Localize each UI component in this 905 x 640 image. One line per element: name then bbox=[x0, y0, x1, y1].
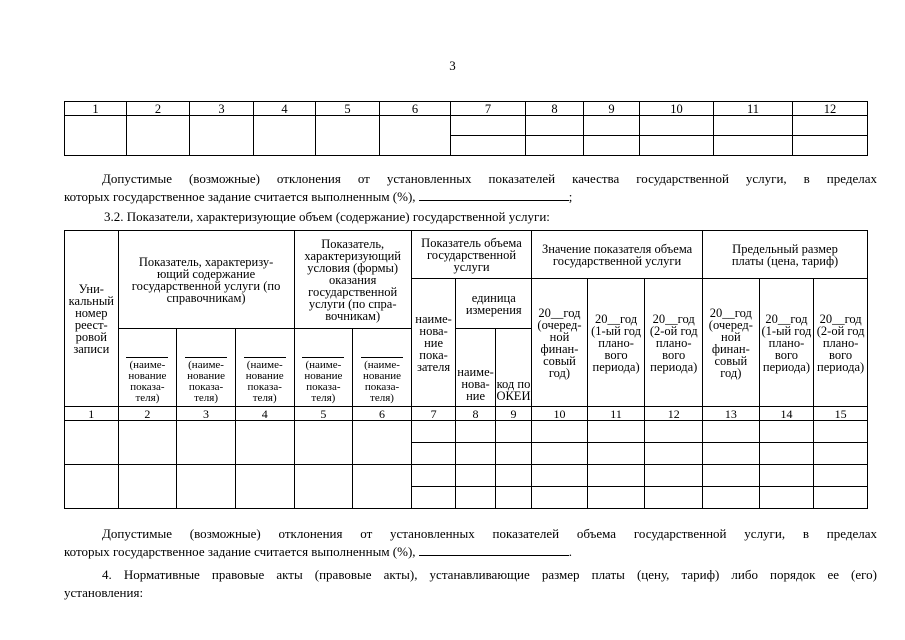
indicator-name-label: (наиме-нование показа-теля) bbox=[304, 359, 343, 404]
paragraph-text: Допустимые (возможные) отклонения от установленных показателей качества государственной услуги, в пределах bbox=[102, 171, 877, 186]
column-number: 6 bbox=[353, 407, 412, 421]
year-label: 20__год bbox=[765, 311, 808, 326]
indicator-name-label: (наиме-нование показа-теля) bbox=[187, 359, 226, 404]
column-number: 8 bbox=[456, 407, 495, 421]
percent-blank bbox=[419, 188, 569, 201]
table-header-cell: 9 bbox=[584, 102, 640, 116]
content-indicator-header: Показатель, характеризу-ющий содержание государственной услуги (по справочникам) bbox=[118, 231, 294, 329]
paragraph-text: которых государственное задание считается выполненным (%), bbox=[64, 189, 416, 204]
table-header-cell: 11 bbox=[714, 102, 793, 116]
year-caption: (1-ый год плано-вого периода) bbox=[591, 323, 641, 374]
column-number: 10 bbox=[532, 407, 588, 421]
column-number: 14 bbox=[759, 407, 814, 421]
name-blank bbox=[185, 357, 227, 358]
table-header-cell: 2 bbox=[127, 102, 190, 116]
column-number: 2 bbox=[118, 407, 177, 421]
year-caption: (1-ый год плано-вого периода) bbox=[761, 323, 812, 374]
year-label: 20__год bbox=[652, 311, 695, 326]
fee-current-header bbox=[703, 279, 760, 407]
quality-table bbox=[64, 101, 868, 156]
table-row bbox=[65, 421, 868, 443]
table-header-cell: 4 bbox=[254, 102, 316, 116]
column-number: 9 bbox=[495, 407, 531, 421]
column-number: 12 bbox=[645, 407, 703, 421]
year-current-header bbox=[532, 279, 588, 407]
year-label: 20__год bbox=[819, 311, 862, 326]
fee-first-header bbox=[759, 279, 814, 407]
volume-value-header: Значение показателя объема государственной услуги bbox=[532, 231, 703, 279]
year-label: 20__год bbox=[709, 305, 752, 320]
column-number: 7 bbox=[411, 407, 455, 421]
indicator-name-label: (наиме-нование показа-теля) bbox=[363, 359, 401, 404]
indicator-name-cell bbox=[177, 329, 236, 407]
indicator-name-cell bbox=[353, 329, 412, 407]
conditions-indicator-header: Показатель, характеризующий условия (формы) оказания государственной услуги (по спра-вочникам) bbox=[294, 231, 411, 329]
year-caption: (очеред-ной финан-совый год) bbox=[537, 317, 582, 380]
name-blank bbox=[126, 357, 168, 358]
table-header-row bbox=[65, 102, 868, 116]
indicator-name-label: (наиме-нование показа-теля) bbox=[245, 359, 284, 404]
year-first-header bbox=[587, 279, 645, 407]
indicator-name-cell bbox=[235, 329, 294, 407]
unit-header: единица измерения bbox=[456, 279, 532, 329]
page-number: 3 bbox=[449, 58, 456, 73]
table-header-cell: 1 bbox=[65, 102, 127, 116]
quality-deviation-paragraph bbox=[64, 170, 877, 206]
paragraph-text: . bbox=[568, 544, 573, 559]
year-label: 20__год bbox=[595, 311, 638, 326]
column-number: 5 bbox=[294, 407, 353, 421]
paragraph-text: которых государственное задание считается выполненным (%), bbox=[64, 544, 416, 559]
paragraph-text: Допустимые (возможные) отклонения от установленных показателей объема государственной услуги, в пределах bbox=[102, 526, 877, 541]
table-header-cell: 3 bbox=[190, 102, 254, 116]
volume-deviation-paragraph bbox=[64, 525, 877, 561]
column-number: 4 bbox=[235, 407, 294, 421]
indicator-name-cell bbox=[118, 329, 177, 407]
table-header-cell: 8 bbox=[526, 102, 584, 116]
name-blank bbox=[302, 357, 344, 358]
year-label: 20__год bbox=[538, 305, 581, 320]
table-header-cell: 7 bbox=[451, 102, 526, 116]
indicator-name-label: (наиме-нование показа-теля) bbox=[128, 359, 167, 404]
column-number: 15 bbox=[814, 407, 868, 421]
table-header-cell: 6 bbox=[380, 102, 451, 116]
fee-limit-header: Предельный размер платы (цена, тариф) bbox=[703, 231, 868, 279]
year-second-header bbox=[645, 279, 703, 407]
table-header-cell: 12 bbox=[793, 102, 868, 116]
section-4 bbox=[64, 566, 877, 602]
percent-blank bbox=[419, 543, 569, 556]
table-header-cell: 5 bbox=[316, 102, 380, 116]
column-number: 3 bbox=[177, 407, 236, 421]
paragraph-text: 4. Нормативные правовые акты (правовые акты), устанавливающие размер платы (цену, тариф) либо порядок ее (его) bbox=[102, 567, 877, 582]
year-caption: (очеред-ной финан-совый год) bbox=[708, 317, 753, 380]
table-row bbox=[65, 465, 868, 487]
name-blank bbox=[361, 357, 403, 358]
fee-second-header bbox=[814, 279, 868, 407]
column-number: 13 bbox=[703, 407, 760, 421]
column-number: 1 bbox=[65, 407, 119, 421]
paragraph-text: ; bbox=[568, 189, 573, 204]
unit-name-header: наиме-нова-ние bbox=[456, 329, 495, 407]
volume-table bbox=[64, 230, 868, 509]
section-3-2-title: 3.2. Показатели, характеризующие объем (содержание) государственной услуги: bbox=[104, 209, 550, 224]
table-header-cell: 10 bbox=[640, 102, 714, 116]
paragraph-text: установления: bbox=[64, 585, 144, 600]
year-caption: (2-ой год плано-вого периода) bbox=[816, 323, 865, 374]
year-caption: (2-ой год плано-вого периода) bbox=[649, 323, 698, 374]
column-number: 11 bbox=[587, 407, 645, 421]
name-blank bbox=[244, 357, 286, 358]
column-number-row bbox=[65, 407, 868, 421]
unique-number-header: Уни-кальный номер реест-ровой записи bbox=[65, 231, 119, 407]
table-row bbox=[65, 116, 868, 136]
volume-name-header: наиме-нова-ние пока-зателя bbox=[411, 279, 455, 407]
volume-indicator-header: Показатель объема государственной услуги bbox=[411, 231, 531, 279]
unit-code-header: код по ОКЕИ bbox=[495, 329, 531, 407]
indicator-name-cell bbox=[294, 329, 353, 407]
